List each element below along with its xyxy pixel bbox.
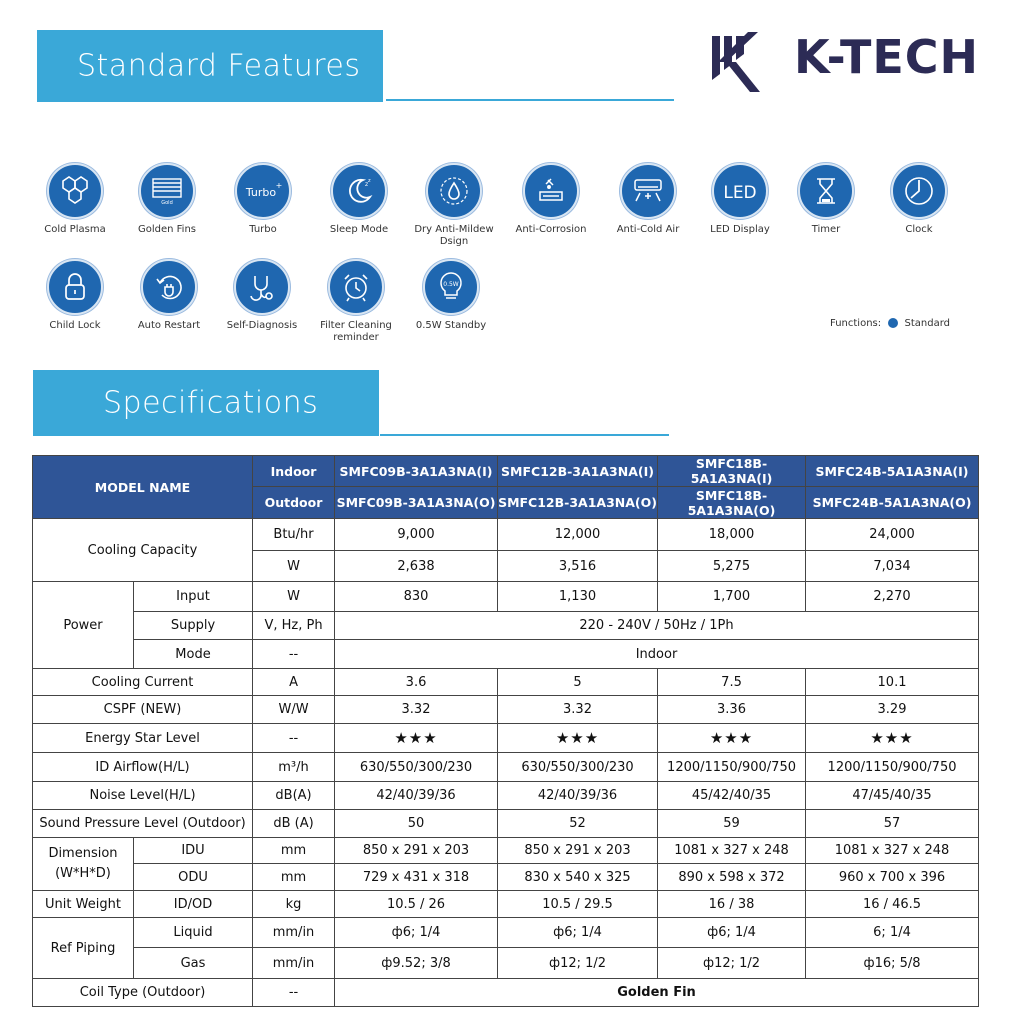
value-cell: 5 (498, 669, 658, 696)
hourglass-icon (798, 163, 854, 219)
outdoor-model-cell: SMFC12B-3A1A3NA(O) (498, 487, 658, 519)
value-cell: 10.1 (806, 669, 979, 696)
value-cell: 1081 x 327 x 248 (806, 838, 979, 864)
svg-text:LED: LED (723, 183, 757, 202)
value-cell: ф9.52; 3/8 (335, 948, 498, 979)
table-row (33, 810, 979, 838)
sub-label: ID/OD (134, 891, 253, 918)
table-row (33, 838, 979, 864)
table-row (33, 640, 979, 669)
feature-label: Anti-Cold Air (616, 224, 680, 235)
star-rating: ★★★ (806, 724, 979, 753)
value-cell: 3.32 (498, 696, 658, 724)
table-row (33, 669, 979, 696)
row-label: Power (33, 582, 134, 669)
ac-unit-icon (620, 163, 676, 219)
unit-cell: dB(A) (253, 782, 335, 810)
fins-icon (139, 163, 195, 219)
value-cell: 1200/1150/900/750 (806, 753, 979, 782)
value-cell: 52 (498, 810, 658, 838)
row-label: Cooling Capacity (33, 519, 253, 582)
row-label: ID Airflow(H/L) (33, 753, 253, 782)
stethoscope-icon (234, 259, 290, 315)
value-cell: 3.29 (806, 696, 979, 724)
value-cell: 830 (335, 582, 498, 612)
feature-filter-cleaning-reminder (306, 259, 406, 344)
svg-text:0.5W: 0.5W (443, 281, 459, 288)
value-cell: 6; 1/4 (806, 918, 979, 948)
features-banner (37, 30, 383, 102)
value-cell: 9,000 (335, 519, 498, 551)
value-cell: 850 x 291 x 203 (498, 838, 658, 864)
feature-cold-plasma (25, 163, 125, 236)
value-cell: 3,516 (498, 551, 658, 582)
unit-cell: mm/in (253, 948, 335, 979)
sub-label: Input (134, 582, 253, 612)
value-cell: 42/40/39/36 (498, 782, 658, 810)
value-cell: 3.6 (335, 669, 498, 696)
feature-standby (401, 259, 501, 332)
value-cell: Golden Fin (335, 979, 979, 1007)
unit-cell: mm (253, 864, 335, 891)
turbo-icon (235, 163, 291, 219)
value-cell: 3.36 (658, 696, 806, 724)
value-cell: 7.5 (658, 669, 806, 696)
value-cell: 2,270 (806, 582, 979, 612)
restart-icon (141, 259, 197, 315)
feature-label: Cold Plasma (44, 224, 106, 235)
specs-banner (33, 370, 379, 436)
feature-label: Sleep Mode (329, 224, 389, 235)
row-label (33, 838, 134, 891)
unit-cell: A (253, 669, 335, 696)
unit-cell: W (253, 582, 335, 612)
feature-anti-cold-air (598, 163, 698, 236)
value-cell: 16 / 46.5 (806, 891, 979, 918)
value-cell: 830 x 540 x 325 (498, 864, 658, 891)
feature-label: Golden Fins (137, 224, 196, 235)
value-cell: ф6; 1/4 (498, 918, 658, 948)
row-label: Unit Weight (33, 891, 134, 918)
table-row (33, 864, 979, 891)
feature-label: Filter Cleaning reminder (320, 320, 392, 343)
value-cell: 57 (806, 810, 979, 838)
table-row (33, 753, 979, 782)
model-name-header: MODEL NAME (33, 456, 253, 519)
unit-cell: -- (253, 724, 335, 753)
value-cell: 1,130 (498, 582, 658, 612)
value-cell: 630/550/300/230 (335, 753, 498, 782)
value-cell: 16 / 38 (658, 891, 806, 918)
value-cell: 3.32 (335, 696, 498, 724)
row-label: Cooling Current (33, 669, 253, 696)
value-cell: 729 x 431 x 318 (335, 864, 498, 891)
value-cell: 42/40/39/36 (335, 782, 498, 810)
feature-label: Anti-Corrosion (515, 224, 587, 235)
sub-label: Liquid (134, 918, 253, 948)
row-label: CSPF (NEW) (33, 696, 253, 724)
droplet-icon (426, 163, 482, 219)
table-row (33, 782, 979, 810)
feature-anti-corrosion (501, 163, 601, 236)
value-cell: 12,000 (498, 519, 658, 551)
indoor-model-cell: SMFC12B-3A1A3NA(I) (498, 456, 658, 487)
outdoor-model-cell: SMFC09B-3A1A3NA(O) (335, 487, 498, 519)
feature-label: Timer (811, 224, 841, 235)
value-cell: 5,275 (658, 551, 806, 582)
sub-label: Mode (134, 640, 253, 669)
unit-cell: m³/h (253, 753, 335, 782)
value-cell: 10.5 / 29.5 (498, 891, 658, 918)
lock-icon (47, 259, 103, 315)
functions-legend (830, 318, 950, 329)
value-cell: 10.5 / 26 (335, 891, 498, 918)
outdoor-header: Outdoor (253, 487, 335, 519)
standard-dot-icon (888, 318, 898, 328)
row-label: Coil Type (Outdoor) (33, 979, 253, 1007)
value-cell: 2,638 (335, 551, 498, 582)
value-cell: 50 (335, 810, 498, 838)
value-cell: 18,000 (658, 519, 806, 551)
unit-cell: dB (A) (253, 810, 335, 838)
feature-auto-restart (119, 259, 219, 332)
sub-label: ODU (134, 864, 253, 891)
specs-title: Specifications (103, 385, 319, 421)
value-cell: 220 - 240V / 50Hz / 1Ph (335, 612, 979, 640)
specs-underline (380, 434, 669, 436)
k-tech-logo-mark-icon (708, 28, 778, 98)
feature-dry-anti-mildew (404, 163, 504, 248)
value-cell: ф12; 1/2 (658, 948, 806, 979)
led-icon (712, 163, 768, 219)
value-cell: ф16; 5/8 (806, 948, 979, 979)
svg-text:Gold: Gold (161, 200, 173, 206)
feature-label: Self-Diagnosis (226, 320, 298, 331)
table-row (33, 979, 979, 1007)
table-row (33, 696, 979, 724)
value-cell: ф6; 1/4 (335, 918, 498, 948)
unit-cell: Btu/hr (253, 519, 335, 551)
feature-led-display (690, 163, 790, 236)
unit-cell: kg (253, 891, 335, 918)
feature-label: Clock (905, 224, 933, 235)
svg-text:z: z (368, 178, 371, 184)
row-label: Energy Star Level (33, 724, 253, 753)
table-row (33, 724, 979, 753)
unit-cell: mm (253, 838, 335, 864)
features-underline (386, 99, 674, 101)
features-title: Standard Features (77, 48, 361, 84)
star-rating: ★★★ (335, 724, 498, 753)
value-cell: 960 x 700 x 396 (806, 864, 979, 891)
svg-text:Turbo: Turbo (245, 186, 277, 199)
spec-table (32, 455, 979, 1007)
value-cell: 47/45/40/35 (806, 782, 979, 810)
value-cell: 7,034 (806, 551, 979, 582)
alarm-clock-icon (328, 259, 384, 315)
outdoor-model-cell: SMFC24B-5A1A3NA(O) (806, 487, 979, 519)
value-cell: 1200/1150/900/750 (658, 753, 806, 782)
anti-corrosion-icon (523, 163, 579, 219)
moon-icon (331, 163, 387, 219)
value-cell: 890 x 598 x 372 (658, 864, 806, 891)
indoor-model-cell: SMFC18B-5A1A3NA(I) (658, 456, 806, 487)
feature-label: 0.5W Standby (415, 320, 487, 331)
value-cell: 24,000 (806, 519, 979, 551)
table-row (33, 891, 979, 918)
value-cell: 45/42/40/35 (658, 782, 806, 810)
feature-turbo (213, 163, 313, 236)
indoor-header: Indoor (253, 456, 335, 487)
bulb-icon (423, 259, 479, 315)
value-cell: 630/550/300/230 (498, 753, 658, 782)
indoor-model-cell: SMFC09B-3A1A3NA(I) (335, 456, 498, 487)
sub-label: Gas (134, 948, 253, 979)
feature-clock (869, 163, 969, 236)
value-cell: ф6; 1/4 (658, 918, 806, 948)
feature-label: LED Display (710, 224, 770, 235)
feature-label: Dry Anti-Mildew Dsign (414, 224, 494, 247)
value-cell: 1081 x 327 x 248 (658, 838, 806, 864)
row-label: Sound Pressure Level (Outdoor) (33, 810, 253, 838)
svg-text:z: z (365, 181, 369, 188)
feature-timer (776, 163, 876, 236)
sub-label: IDU (134, 838, 253, 864)
row-label: Noise Level(H/L) (33, 782, 253, 810)
brand-name: K-TECH (794, 30, 980, 84)
table-row (33, 582, 979, 612)
value-cell: 850 x 291 x 203 (335, 838, 498, 864)
feature-label: Child Lock (49, 320, 101, 331)
outdoor-model-cell: SMFC18B-5A1A3NA(O) (658, 487, 806, 519)
svg-text:+: + (275, 181, 283, 190)
clock-icon (891, 163, 947, 219)
feature-label: Auto Restart (137, 320, 201, 331)
unit-cell: -- (253, 640, 335, 669)
table-row (33, 519, 979, 551)
feature-self-diagnosis (212, 259, 312, 332)
star-rating: ★★★ (498, 724, 658, 753)
feature-label: Turbo (249, 224, 277, 235)
row-label: Ref Piping (33, 918, 134, 979)
star-rating: ★★★ (658, 724, 806, 753)
unit-cell: W/W (253, 696, 335, 724)
table-row (33, 948, 979, 979)
legend-standard: Standard (904, 318, 950, 329)
feature-sleep-mode (309, 163, 409, 236)
unit-cell: -- (253, 979, 335, 1007)
hexagon-icon (47, 163, 103, 219)
unit-cell: V, Hz, Ph (253, 612, 335, 640)
dimension-label-line1: Dimension (48, 846, 118, 861)
indoor-model-cell: SMFC24B-5A1A3NA(I) (806, 456, 979, 487)
sub-label: Supply (134, 612, 253, 640)
value-cell: Indoor (335, 640, 979, 669)
feature-golden-fins (117, 163, 217, 236)
value-cell: 59 (658, 810, 806, 838)
table-row (33, 456, 979, 487)
unit-cell: mm/in (253, 918, 335, 948)
value-cell: 1,700 (658, 582, 806, 612)
legend-label: Functions: (830, 318, 882, 329)
table-row (33, 612, 979, 640)
feature-child-lock (25, 259, 125, 332)
brand-logo (708, 28, 998, 98)
dimension-label-line2: (W*H*D) (55, 866, 111, 881)
value-cell: ф12; 1/2 (498, 948, 658, 979)
table-row (33, 918, 979, 948)
unit-cell: W (253, 551, 335, 582)
